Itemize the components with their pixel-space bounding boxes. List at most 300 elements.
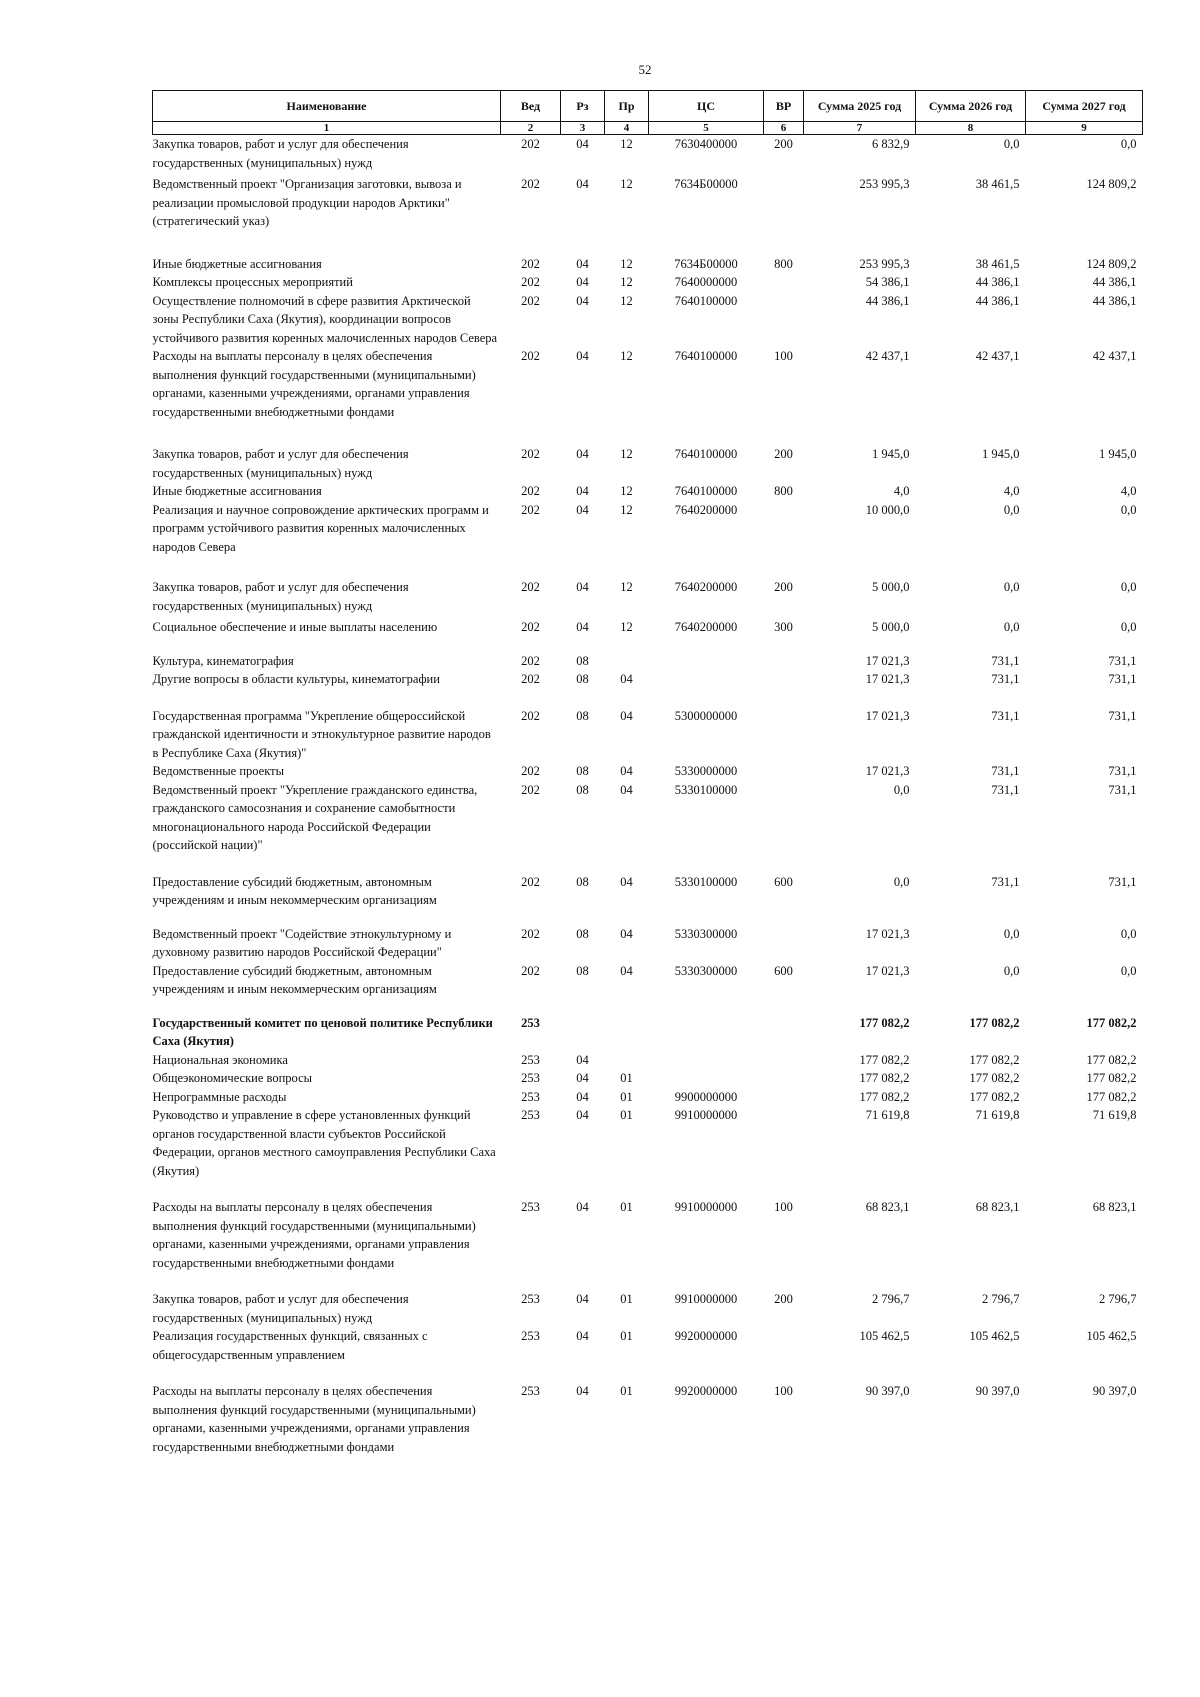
row-cs: 7640100000 (674, 484, 738, 498)
row-sum-2026: 0,0 (1003, 926, 1020, 941)
row-cs: 7640100000 (674, 349, 738, 363)
row-sum-2027: 124 809,2 (1086, 256, 1137, 271)
row-cs: 7640000000 (674, 275, 738, 289)
row-pr: 12 (620, 580, 633, 594)
row-ved: 202 (521, 708, 540, 723)
row-cs: 7640100000 (674, 293, 738, 308)
row-pr: 01 (620, 1329, 633, 1343)
row-pr: 01 (620, 1071, 633, 1085)
row-rz: 08 (576, 653, 589, 668)
row-name: Государственный комитет по ценовой политике Республики Саха (Якутия) (152, 1015, 493, 1048)
row-sum-2027: 42 437,1 (1092, 349, 1137, 363)
table-row (153, 1051, 1143, 1070)
table-row (153, 255, 1143, 274)
row-sum-2025: 17 021,3 (865, 672, 910, 686)
row-vr (764, 292, 804, 348)
row-ved: 253 (521, 1089, 540, 1104)
row-cs: 5330300000 (674, 963, 738, 978)
row-pr: 12 (620, 275, 633, 289)
header-rz: Рз (561, 91, 605, 122)
column-number: 9 (1026, 122, 1143, 135)
row-vr: 100 (774, 1384, 793, 1398)
table-row (153, 652, 1143, 671)
row-name: Ведомственный проект "Содействие этнокультурному и духовному развитию народов Российской Федерации" (152, 926, 452, 959)
row-sum-2027: 0,0 (1120, 502, 1137, 517)
row-rz: 08 (576, 764, 589, 778)
row-pr: 01 (620, 1292, 633, 1306)
row-ved: 202 (521, 874, 540, 889)
row-cs: 7634Б00000 (674, 256, 738, 271)
table-row (153, 1106, 1143, 1198)
row-cs: 5330300000 (674, 926, 738, 941)
row-name: Ведомственный проект "Организация заготовки, вывоза и реализации промысловой продукции народов Арктики" (стратегический указ) (152, 177, 462, 228)
row-ved: 202 (521, 484, 540, 498)
table-row (153, 781, 1143, 873)
row-sum-2025: 17 021,3 (865, 708, 910, 723)
row-rz: 04 (576, 1329, 589, 1343)
table-row (153, 273, 1143, 292)
row-sum-2027: 0,0 (1120, 137, 1137, 151)
row-pr (605, 1051, 649, 1070)
row-sum-2026: 0,0 (1003, 137, 1020, 151)
row-vr: 800 (774, 256, 793, 271)
row-name: Предоставление субсидий бюджетным, автономным учреждениям и иным некоммерческим организациям (152, 963, 437, 996)
row-pr: 01 (620, 1108, 633, 1122)
row-sum-2026: 38 461,5 (975, 256, 1020, 271)
row-cs: 7634Б00000 (674, 177, 738, 191)
row-sum-2025: 68 823,1 (865, 1200, 910, 1214)
table-row (153, 482, 1143, 501)
table-row (153, 347, 1143, 445)
row-sum-2027: 105 462,5 (1086, 1329, 1137, 1343)
table-row (153, 1069, 1143, 1088)
table-row (153, 1088, 1143, 1107)
row-cs: 9910000000 (674, 1108, 738, 1122)
row-sum-2025: 54 386,1 (865, 275, 910, 289)
column-number: 2 (501, 122, 561, 135)
row-rz: 04 (576, 1052, 589, 1067)
row-ved: 202 (521, 275, 540, 289)
row-ved: 202 (521, 963, 540, 978)
row-sum-2027: 731,1 (1108, 874, 1137, 889)
row-sum-2027: 0,0 (1120, 963, 1137, 978)
table-row (153, 1382, 1143, 1456)
row-sum-2027: 177 082,2 (1086, 1071, 1137, 1085)
row-sum-2026: 731,1 (991, 708, 1020, 723)
row-sum-2027: 0,0 (1120, 926, 1137, 941)
row-ved: 202 (521, 137, 540, 151)
header-sum-2025: Сумма 2025 год (804, 91, 916, 122)
column-number: 1 (153, 122, 501, 135)
row-ved: 202 (521, 293, 540, 308)
row-sum-2025: 4,0 (893, 484, 910, 498)
header-sum-2026: Сумма 2026 год (916, 91, 1026, 122)
row-rz: 04 (576, 580, 589, 594)
row-sum-2027: 68 823,1 (1092, 1200, 1137, 1214)
row-ved: 253 (521, 1015, 540, 1030)
row-name: Закупка товаров, работ и услуг для обеспечения государственных (муниципальных) нужд (152, 137, 409, 170)
row-sum-2027: 44 386,1 (1092, 275, 1137, 289)
row-name: Ведомственные проекты (152, 764, 285, 778)
row-sum-2026: 731,1 (991, 653, 1020, 668)
row-name: Культура, кинематография (152, 653, 294, 668)
column-number: 4 (605, 122, 649, 135)
row-sum-2027: 124 809,2 (1086, 177, 1137, 191)
row-sum-2026: 1 945,0 (982, 447, 1020, 461)
row-name: Закупка товаров, работ и услуг для обеспечения государственных (муниципальных) нужд (152, 580, 409, 613)
row-cs (649, 670, 764, 707)
row-sum-2027: 731,1 (1108, 782, 1137, 797)
row-sum-2027: 2 796,7 (1099, 1292, 1137, 1306)
row-pr: 12 (620, 177, 633, 191)
row-name: Руководство и управление в сфере установленных функций органов государственной власти субъектов Российской Федерации, органов местного самоуправления Республики Саха (Якутия) (152, 1108, 496, 1178)
row-sum-2026: 42 437,1 (975, 349, 1020, 363)
row-pr: 04 (620, 672, 633, 686)
row-pr: 12 (620, 484, 633, 498)
row-sum-2025: 2 796,7 (872, 1292, 910, 1306)
row-ved: 253 (521, 1292, 540, 1306)
row-ved: 253 (521, 1200, 540, 1214)
row-sum-2026: 731,1 (991, 874, 1020, 889)
row-sum-2025: 177 082,2 (859, 1015, 910, 1030)
row-pr (605, 1014, 649, 1051)
row-rz: 08 (576, 963, 589, 978)
row-vr (764, 1051, 804, 1070)
row-sum-2025: 42 437,1 (865, 349, 910, 363)
row-sum-2025: 0,0 (893, 874, 910, 889)
table-row (153, 707, 1143, 763)
table-row (153, 1327, 1143, 1382)
table-row (153, 873, 1143, 925)
row-sum-2027: 731,1 (1108, 764, 1137, 778)
row-name: Предоставление субсидий бюджетным, автономным учреждениям и иным некоммерческим организациям (152, 874, 437, 907)
row-cs: 5330100000 (674, 874, 738, 889)
row-ved: 202 (521, 502, 540, 517)
row-pr: 04 (620, 708, 633, 723)
row-vr: 600 (774, 874, 793, 889)
row-rz: 04 (576, 1108, 589, 1122)
row-sum-2026: 0,0 (1003, 502, 1020, 517)
page-number: 52 (638, 62, 652, 77)
row-vr (764, 781, 804, 873)
row-rz: 04 (576, 1200, 589, 1214)
row-name: Реализация и научное сопровождение арктических программ и программ устойчивого развития коренных малочисленных народов Севера (152, 502, 489, 554)
row-pr: 04 (620, 926, 633, 941)
row-ved: 202 (521, 653, 540, 668)
row-sum-2027: 0,0 (1120, 620, 1137, 634)
row-vr (764, 1069, 804, 1088)
row-sum-2027: 731,1 (1108, 672, 1137, 686)
row-sum-2026: 0,0 (1003, 620, 1020, 634)
row-sum-2026: 731,1 (991, 782, 1020, 797)
row-pr: 12 (620, 349, 633, 363)
row-vr: 100 (774, 1200, 793, 1214)
row-sum-2025: 177 082,2 (859, 1071, 910, 1085)
row-pr: 04 (620, 764, 633, 778)
row-sum-2026: 38 461,5 (975, 177, 1020, 191)
header-sum-2027: Сумма 2027 год (1026, 91, 1143, 122)
row-sum-2027: 90 397,0 (1092, 1384, 1137, 1398)
row-cs: 5330100000 (674, 782, 738, 797)
row-cs: 7630400000 (674, 137, 738, 151)
row-cs: 9910000000 (674, 1200, 738, 1214)
row-rz: 04 (576, 256, 589, 271)
header-ved: Вед (501, 91, 561, 122)
row-vr (764, 707, 804, 763)
table-header-row (153, 91, 1143, 122)
row-sum-2025: 71 619,8 (865, 1108, 910, 1122)
row-rz: 04 (576, 1384, 589, 1398)
row-sum-2025: 17 021,3 (865, 926, 910, 941)
row-rz: 04 (576, 1292, 589, 1306)
row-sum-2027: 731,1 (1108, 708, 1137, 723)
row-name: Непрограммные расходы (152, 1089, 287, 1104)
row-sum-2026: 90 397,0 (975, 1384, 1020, 1398)
row-vr (764, 273, 804, 292)
row-ved: 202 (521, 177, 540, 191)
row-sum-2025: 0,0 (893, 782, 910, 797)
row-name: Национальная экономика (152, 1052, 288, 1067)
row-sum-2027: 177 082,2 (1086, 1015, 1137, 1030)
row-sum-2027: 4,0 (1120, 484, 1137, 498)
row-rz: 08 (576, 782, 589, 797)
row-sum-2025: 177 082,2 (859, 1052, 910, 1067)
table-row (153, 670, 1143, 707)
table-row (153, 135, 1143, 176)
row-name: Иные бюджетные ассигнования (152, 256, 322, 271)
row-sum-2025: 1 945,0 (872, 447, 910, 461)
row-pr: 01 (620, 1384, 633, 1398)
row-vr: 200 (774, 1292, 793, 1306)
row-vr (764, 1088, 804, 1107)
row-cs: 5300000000 (674, 708, 738, 723)
row-sum-2026: 2 796,7 (982, 1292, 1020, 1306)
row-name: Осуществление полномочий в сфере развития Арктической зоны Республики Саха (Якутия), координации вопросов устойчивого развития коренных малочисленных народов Севера (152, 293, 498, 345)
row-sum-2026: 68 823,1 (975, 1200, 1020, 1214)
row-rz (561, 1014, 605, 1051)
row-ved: 253 (521, 1108, 540, 1122)
row-vr (764, 670, 804, 707)
row-sum-2025: 6 832,9 (872, 137, 910, 151)
row-ved: 202 (521, 764, 540, 778)
row-cs: 9920000000 (674, 1329, 738, 1343)
row-ved: 253 (521, 1071, 540, 1085)
row-rz: 04 (576, 1089, 589, 1104)
row-ved: 202 (521, 580, 540, 594)
row-vr (764, 762, 804, 781)
row-vr (764, 501, 804, 579)
table-row (153, 501, 1143, 579)
row-rz: 04 (576, 293, 589, 308)
row-vr: 300 (774, 620, 793, 634)
row-rz: 04 (576, 484, 589, 498)
row-ved: 253 (521, 1329, 540, 1343)
table-row (153, 1198, 1143, 1290)
row-sum-2026: 44 386,1 (975, 293, 1020, 308)
row-pr: 12 (620, 256, 633, 271)
row-pr: 01 (620, 1089, 633, 1104)
row-name: Ведомственный проект "Укрепление гражданского единства, гражданского самосознания и сохранение самобытности многонационального народа Российской Федерации (российской нации)" (152, 782, 478, 852)
row-vr: 200 (774, 580, 793, 594)
row-pr: 12 (620, 502, 633, 517)
row-ved: 202 (521, 349, 540, 363)
column-number: 8 (916, 122, 1026, 135)
row-cs: 5330000000 (674, 764, 738, 778)
column-number: 6 (764, 122, 804, 135)
row-cs (649, 1014, 764, 1051)
row-rz: 04 (576, 502, 589, 517)
row-name: Реализация государственных функций, связанных с общегосударственным управлением (152, 1329, 428, 1362)
row-name: Закупка товаров, работ и услуг для обеспечения государственных (муниципальных) нужд (152, 1292, 409, 1325)
row-pr: 04 (620, 963, 633, 978)
row-vr (764, 1106, 804, 1198)
row-name: Закупка товаров, работ и услуг для обеспечения государственных (муниципальных) нужд (152, 447, 409, 480)
row-name: Другие вопросы в области культуры, кинематографии (152, 672, 440, 686)
row-cs (649, 652, 764, 671)
row-sum-2026: 71 619,8 (975, 1108, 1020, 1122)
table-row (153, 618, 1143, 652)
row-rz: 04 (576, 275, 589, 289)
row-rz: 08 (576, 874, 589, 889)
row-pr: 12 (620, 620, 633, 634)
row-sum-2026: 44 386,1 (975, 275, 1020, 289)
row-rz: 04 (576, 177, 589, 191)
row-sum-2027: 177 082,2 (1086, 1052, 1137, 1067)
row-name: Комплексы процессных мероприятий (152, 275, 353, 289)
row-vr: 200 (774, 137, 793, 151)
row-ved: 253 (521, 1384, 540, 1398)
table-row (153, 1290, 1143, 1327)
column-number: 7 (804, 122, 916, 135)
row-sum-2025: 5 000,0 (872, 620, 910, 634)
row-sum-2026: 105 462,5 (969, 1329, 1020, 1343)
row-pr: 01 (620, 1200, 633, 1214)
budget-table (152, 90, 1143, 1456)
row-sum-2025: 17 021,3 (865, 764, 910, 778)
row-cs: 9920000000 (674, 1384, 738, 1398)
row-sum-2026: 0,0 (1003, 580, 1020, 594)
row-cs: 7640100000 (674, 447, 738, 461)
row-vr (764, 925, 804, 962)
row-cs: 9910000000 (674, 1292, 738, 1306)
row-vr (764, 175, 804, 255)
row-sum-2027: 731,1 (1108, 653, 1137, 668)
row-sum-2026: 177 082,2 (969, 1015, 1020, 1030)
table-row (153, 925, 1143, 962)
table-row (153, 762, 1143, 781)
row-name: Расходы на выплаты персоналу в целях обеспечения выполнения функций государственными (муниципальными) органами, казенными учреждениями, органами управления государственными внебюджетными фондами (152, 349, 476, 419)
row-name: Государственная программа "Укрепление общероссийской гражданской идентичности и этнокультурное развитие народов в Республике Саха (Якутия)" (152, 708, 491, 760)
row-rz: 08 (576, 708, 589, 723)
table-row (153, 578, 1143, 618)
row-sum-2027: 177 082,2 (1086, 1089, 1137, 1104)
row-ved: 253 (521, 1052, 540, 1067)
row-sum-2026: 731,1 (991, 672, 1020, 686)
row-vr: 100 (774, 349, 793, 363)
row-sum-2026: 4,0 (1003, 484, 1020, 498)
row-sum-2026: 0,0 (1003, 963, 1020, 978)
table-row (153, 292, 1143, 348)
row-pr: 12 (620, 293, 633, 308)
row-pr: 04 (620, 874, 633, 889)
column-number: 5 (649, 122, 764, 135)
table-row (153, 175, 1143, 255)
row-sum-2026: 177 082,2 (969, 1071, 1020, 1085)
row-sum-2027: 71 619,8 (1092, 1108, 1137, 1122)
table-body (153, 135, 1143, 1457)
row-sum-2025: 253 995,3 (859, 177, 910, 191)
row-rz: 08 (576, 672, 589, 686)
row-sum-2025: 17 021,3 (865, 963, 910, 978)
column-number-row (153, 122, 1143, 135)
row-pr: 12 (620, 447, 633, 461)
row-ved: 202 (521, 926, 540, 941)
row-rz: 04 (576, 447, 589, 461)
row-sum-2026: 731,1 (991, 764, 1020, 778)
row-ved: 202 (521, 782, 540, 797)
row-name: Иные бюджетные ассигнования (152, 484, 322, 498)
row-rz: 04 (576, 1071, 589, 1085)
table-row (153, 962, 1143, 1014)
row-sum-2025: 177 082,2 (859, 1089, 910, 1104)
row-rz: 04 (576, 620, 589, 634)
row-sum-2027: 1 945,0 (1099, 447, 1137, 461)
row-pr (605, 652, 649, 671)
header-cs: ЦС (649, 91, 764, 122)
row-sum-2026: 177 082,2 (969, 1052, 1020, 1067)
row-sum-2027: 44 386,1 (1092, 293, 1137, 308)
row-name: Расходы на выплаты персоналу в целях обеспечения выполнения функций государственными (муниципальными) органами, казенными учреждениями, органами управления государственными внебюджетными фондами (152, 1384, 476, 1454)
row-pr: 12 (620, 137, 633, 151)
row-sum-2025: 105 462,5 (859, 1329, 910, 1343)
row-sum-2025: 5 000,0 (872, 580, 910, 594)
row-sum-2025: 253 995,3 (859, 256, 910, 271)
row-vr: 200 (774, 447, 793, 461)
row-sum-2026: 177 082,2 (969, 1089, 1020, 1104)
row-sum-2027: 0,0 (1120, 580, 1137, 594)
row-sum-2025: 17 021,3 (865, 653, 910, 668)
row-ved: 202 (521, 447, 540, 461)
row-rz: 04 (576, 349, 589, 363)
row-sum-2025: 44 386,1 (865, 293, 910, 308)
row-sum-2025: 10 000,0 (865, 502, 910, 517)
row-vr: 800 (774, 484, 793, 498)
row-cs: 9900000000 (674, 1089, 738, 1104)
row-vr (764, 1327, 804, 1382)
row-name: Общеэкономические вопросы (152, 1071, 313, 1085)
table-row (153, 1014, 1143, 1051)
row-ved: 202 (521, 256, 540, 271)
table-row (153, 445, 1143, 482)
column-number: 3 (561, 122, 605, 135)
row-rz: 08 (576, 926, 589, 941)
header-pr: Пр (605, 91, 649, 122)
row-ved: 202 (521, 672, 540, 686)
row-name: Расходы на выплаты персоналу в целях обеспечения выполнения функций государственными (муниципальными) органами, казенными учреждениями, органами управления государственными внебюджетными фондами (152, 1200, 476, 1270)
row-vr (764, 1014, 804, 1051)
row-cs: 7640200000 (674, 620, 738, 634)
row-vr: 600 (774, 963, 793, 978)
row-name: Социальное обеспечение и иные выплаты населению (152, 620, 438, 634)
row-cs (649, 1069, 764, 1088)
row-pr: 04 (620, 782, 633, 797)
row-cs: 7640200000 (674, 580, 738, 594)
row-sum-2025: 90 397,0 (865, 1384, 910, 1398)
header-name: Наименование (153, 91, 501, 122)
row-cs: 7640200000 (674, 502, 738, 517)
row-vr (764, 652, 804, 671)
header-vr: ВР (764, 91, 804, 122)
